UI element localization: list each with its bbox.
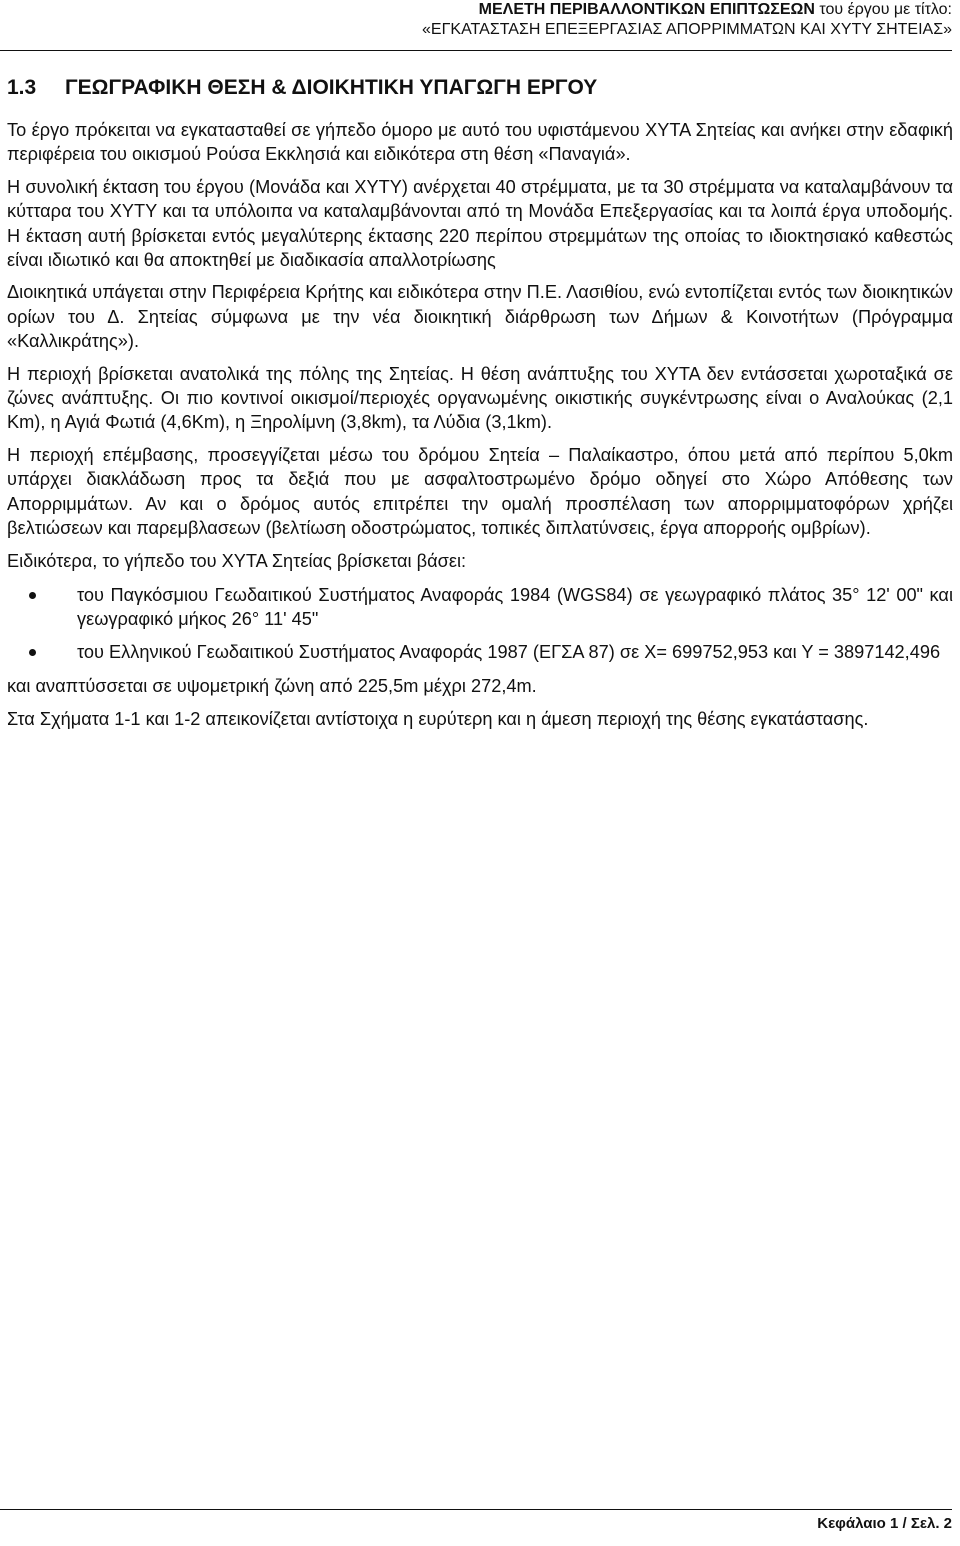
- document-body: [7, 118, 953, 739]
- paragraph-coordinates-intro: Ειδικότερα, το γήπεδο του ΧΥΤΑ Σητείας βρίσκεται βάσει:: [7, 550, 467, 571]
- bullet-icon: [29, 649, 36, 656]
- list-item: [7, 583, 953, 632]
- paragraph-surroundings: Η περιοχή βρίσκεται ανατολικά της πόλης της Σητείας. Η θέση ανάπτυξης του ΧΥΤΑ δεν εντάσσεται χωροταξικά σε ζώνες ανάπτυξης. Οι πιο κοντινοί οικισμοί/περιοχές οργανωμένης οικιστικής συγκέντρωσης είναι ο Αναλούκας (2,1 Km), η Αγιά Φωτιά (4,6Km), η Ξηρολίμνη (3,8km), τα Λύδια (3,1km).: [7, 363, 953, 433]
- paragraph-area: Η συνολική έκταση του έργου (Μονάδα και ΧΥΤΥ) ανέρχεται 40 στρέμματα, με τα 30 στρέμματα να καταλαμβάνουν τα κύτταρα του ΧΥΤΥ και τα υπόλοιπα να καταλαμβάνονται από τη Μονάδα Επεξεργασίας και τα λοιπά έργα υποδομής. Η έκταση αυτή βρίσκεται εντός μεγαλύτερης έκτασης 220 περίπου στρεμμάτων της οποίας το ιδιοκτησιακό καθεστώς είναι ιδιωτικό και θα αποκτηθεί με διαδικασία απαλλοτρίωσης: [7, 176, 953, 271]
- paragraph-figures: Στα Σχήματα 1-1 και 1-2 απεικονίζεται αντίστοιχα η ευρύτερη και η άμεση περιοχή της θέσης εγκατάστασης.: [7, 708, 869, 729]
- header-title-bold: ΜΕΛΕΤΗ ΠΕΡΙΒΑΛΛΟΝΤΙΚΩΝ ΕΠΙΠΤΩΣΕΩΝ: [478, 1, 815, 18]
- section-number: 1.3: [7, 76, 37, 99]
- header-title-rest: του έργου με τίτλο:: [814, 1, 952, 18]
- paragraph-location: Το έργο πρόκειται να εγκατασταθεί σε γήπεδο όμορο με αυτό του υφιστάμενου ΧΥΤΑ Σητείας και ανήκει στην εδαφική περιφέρεια του οικισμού Ρούσα Εκκλησιά και ειδικότερα στη θέση «Παναγιά».: [7, 120, 953, 165]
- coordinates-list: [7, 583, 953, 664]
- section-heading: [7, 74, 947, 102]
- footer-divider: [0, 1509, 952, 1510]
- header-divider: [0, 50, 952, 51]
- page-footer: Κεφάλαιο 1 / Σελ. 2: [817, 1515, 952, 1532]
- page-header: [0, 0, 952, 40]
- bullet-icon: [29, 592, 36, 599]
- paragraph-altitude: και αναπτύσσεται σε υψομετρική ζώνη από 225,5m μέχρι 272,4m.: [7, 676, 537, 697]
- paragraph-access: Η περιοχή επέμβασης, προσεγγίζεται μέσω του δρόμου Σητεία – Παλαίκαστρο, όπου μετά από περίπου 5,0km υπάρχει διακλάδωση προς τα δεξιά που με ασφαλτοστρωμένο δρόμο οδηγεί στο Χώρο Απόθεσης των Απορριμμάτων. Αν και ο δρόμος αυτός επιτρέπει την ομαλή προσπέλαση των απορριμματοφόρων χρήζει βελτιώσεων και παρεμβλασεων (βελτίωση οδοστρώματος, τοπικές διπλατύνσεις, έργα απορροής ομβρίων).: [7, 444, 953, 539]
- paragraph-administration: Διοικητικά υπάγεται στην Περιφέρεια Κρήτης και ειδικότερα στην Π.Ε. Λασιθίου, ενώ εντοπίζεται εντός των διοικητικών ορίων του Δ. Σητείας σύμφωνα με την νέα διοικητική διάρθρωση των Δήμων & Κοινοτήτων (Πρόγραμμα «Καλλικράτης»).: [7, 282, 953, 352]
- header-title-line: [0, 0, 952, 20]
- list-item-text: του Ελληνικού Γεωδαιτικού Συστήματος Αναφοράς 1987 (ΕΓΣΑ 87) σε Χ= 699752,953 και Υ = 3897142,496: [77, 641, 941, 662]
- header-subtitle: «ΕΓΚΑΤΑΣΤΑΣΗ ΕΠΕΞΕΡΓΑΣΙΑΣ ΑΠΟΡΡΙΜΜΑΤΩΝ ΚΑΙ ΧΥΤΥ ΣΗΤΕΙΑΣ»: [422, 21, 952, 38]
- list-item: [7, 640, 953, 664]
- list-item-text: του Παγκόσμιου Γεωδαιτικού Συστήματος Αναφοράς 1984 (WGS84) σε γεωγραφικό πλάτος 35° 12' 00" και γεωγραφικό μήκος 26° 11' 45": [77, 584, 953, 630]
- section-title: ΓΕΩΓΡΑΦΙΚΗ ΘΕΣΗ & ΔΙΟΙΚΗΤΙΚΗ ΥΠΑΓΩΓΗ ΕΡΓΟΥ: [65, 76, 598, 99]
